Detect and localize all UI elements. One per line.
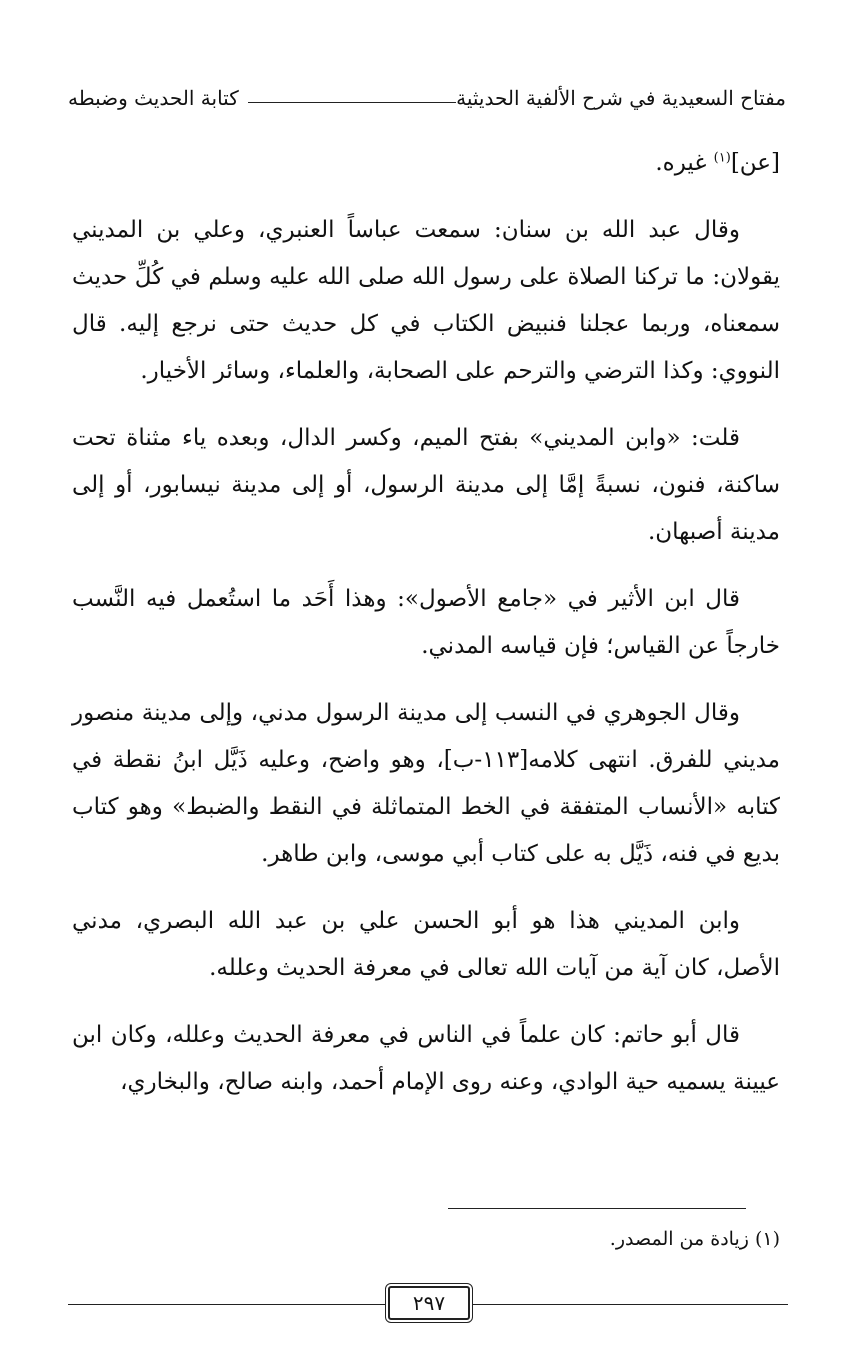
paragraph: قال أبو حاتم: كان علماً في الناس في معرفة الحديث وعلله، وكان ابن عيينة يسميه حية الوادي، وعنه روى الإمام أحمد، وابنه صالح، والبخاري، bbox=[72, 1022, 780, 1095]
footer-rule-left bbox=[68, 1304, 386, 1305]
page-number: ٢٩٧ bbox=[388, 1286, 470, 1320]
footnote-ref: (١) bbox=[713, 150, 731, 166]
paragraph: وقال الجوهري في النسب إلى مدينة الرسول مدني، وإلى مدينة منصور مديني للفرق. انتهى كلامه[١١٣-ب]، وهو واضح، وعليه ذَيَّل ابنُ نقطة في كتابه «الأنساب المتفقة في الخط المتماثلة في النقط والضبط» وهو كتاب بديع في فنه، ذَيَّل به على كتاب أبي موسى، وابن طاهر. bbox=[72, 700, 780, 867]
paragraph: وقال عبد الله بن سنان: سمعت عباساً العنبري، وعلي بن المديني يقولان: ما تركنا الصلاة على رسول الله صلى الله عليه وسلم في كُلِّ حديث سمعناه، وربما عجلنا فنبيض الكتاب في كل حديث حتى نرجع إليه. قال النووي: وكذا الترضي والترحم على الصحابة، والعلماء، وسائر الأخيار. bbox=[72, 217, 780, 384]
footnote: (١) زيادة من المصدر. bbox=[609, 1228, 780, 1250]
running-header bbox=[68, 80, 786, 120]
paragraph: [عن]$^{(١)}$ غيره. bbox=[655, 150, 780, 176]
page-footer bbox=[68, 1282, 788, 1322]
paragraph: قال ابن الأثير في «جامع الأصول»: وهذا أَحَد ما استُعمل فيه النَّسب خارجاً عن القياس؛ فإن قياسه المدني. bbox=[72, 586, 780, 659]
paragraph: قلت: «وابن المديني» بفتح الميم، وكسر الدال، وبعده ياء مثناة تحت ساكنة، فنون، نسبةً إمَّا إلى مدينة الرسول، أو إلى مدينة نيسابور، أو إلى مدينة أصبهان. bbox=[72, 425, 780, 545]
footer-rule-right bbox=[472, 1304, 788, 1305]
section-title: كتابة الحديث وضبطه bbox=[68, 86, 239, 110]
paragraph: وابن المديني هذا هو أبو الحسن علي بن عبد الله البصري، مدني الأصل، كان آية من آيات الله تعالى في معرفة الحديث وعلله. bbox=[72, 908, 780, 981]
header-rule bbox=[248, 102, 456, 103]
footnote-separator bbox=[448, 1208, 746, 1209]
main-text bbox=[72, 140, 780, 1126]
book-title: مفتاح السعيدية في شرح الألفية الحديثية bbox=[456, 86, 786, 110]
